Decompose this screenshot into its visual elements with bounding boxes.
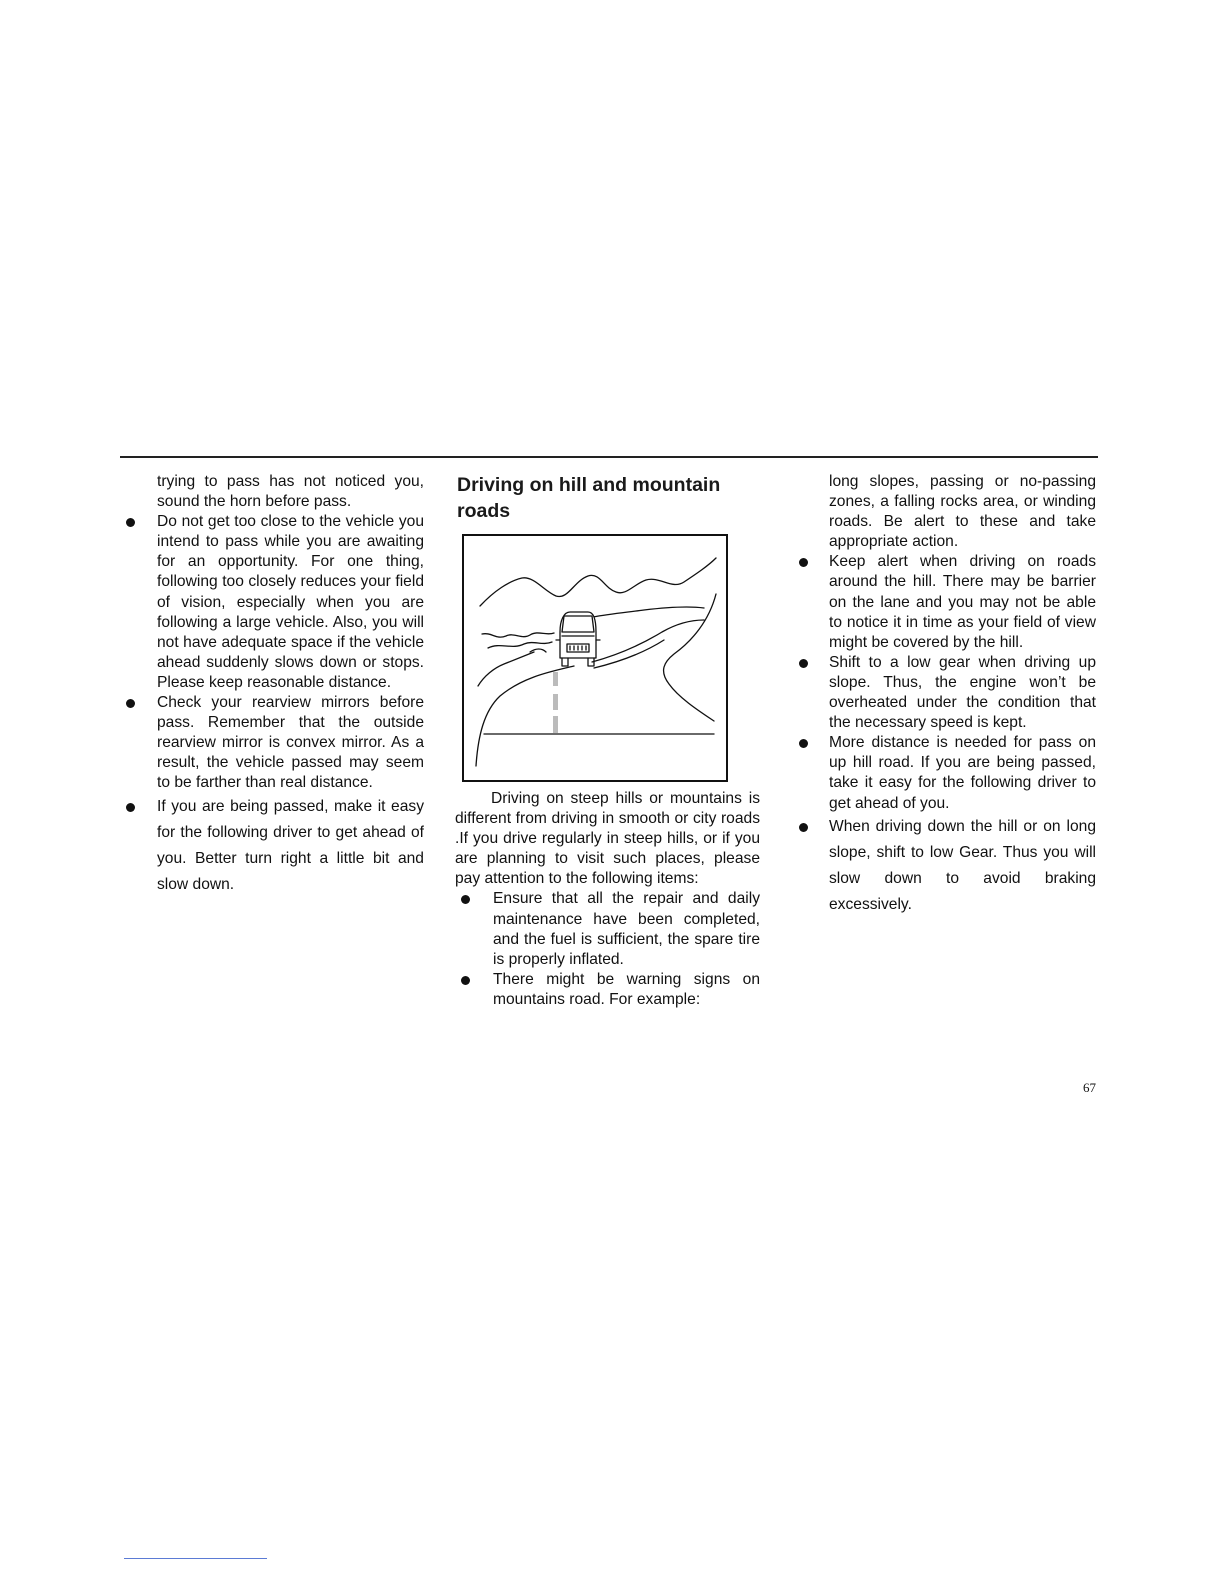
column-left — [120, 472, 424, 898]
bullet-list — [455, 889, 760, 1010]
continued-paragraph: trying to pass has not noticed you, sound the horn before pass. — [157, 473, 424, 511]
list-item: There might be warning signs on mountains road. For example: — [455, 970, 760, 1010]
footnote-rule — [124, 1558, 267, 1559]
section-heading: Driving on hill and mountain roads — [457, 474, 721, 522]
list-item: Check your rearview mirrors before pass. Remember that the outside rearview mirror is convex mirror. As a result, the vehicle passed may seem to be farther than real distance. — [120, 693, 424, 793]
bullet-list — [795, 552, 1096, 917]
column-middle — [455, 472, 760, 1010]
intro-paragraph: Driving on steep hills or mountains is different from driving in smooth or city roads .If you drive regularly in steep hills, or if you are planning to visit such places, please pay attention to the following items: — [455, 790, 760, 888]
list-item: Keep alert when driving on roads around the hill. There may be barrier on the lane and you may not be able to notice it in time as your field of view might be covered by the hill. — [795, 552, 1096, 652]
list-item: If you are being passed, make it easy for the following driver to get ahead of you. Better turn right a little bit and slow down. — [120, 794, 424, 898]
list-item: Ensure that all the repair and daily maintenance have been completed, and the fuel is sufficient, the spare tire is properly inflated. — [455, 889, 760, 969]
bullet-list — [120, 512, 424, 897]
header-rule — [120, 456, 1098, 458]
list-item: Do not get too close to the vehicle you intend to pass while you are awaiting for an opportunity. For one thing, following too closely reduces your field of vision, especially when you are following a large vehicle. Also, you will not have adequate space if the vehicle ahead suddenly slows down or stops. Please keep reasonable distance. — [120, 512, 424, 693]
mountain-road-illustration — [462, 534, 728, 782]
list-item: More distance is needed for pass on up hill road. If you are being passed, take it easy for the following driver to get ahead of you. — [795, 733, 1096, 813]
continued-paragraph: long slopes, passing or no-passing zones, a falling rocks area, or winding roads. Be alert to these and take appropriate action. — [829, 473, 1096, 551]
column-right — [795, 472, 1096, 918]
list-item: When driving down the hill or on long slope, shift to low Gear. Thus you will slow down to avoid braking excessively. — [795, 814, 1096, 918]
list-item: Shift to a low gear when driving up slope. Thus, the engine won’t be overheated under the condition that the necessary speed is kept. — [795, 653, 1096, 733]
van-on-mountain-road-drawing — [464, 536, 726, 780]
page-number: 67 — [1083, 1080, 1096, 1095]
